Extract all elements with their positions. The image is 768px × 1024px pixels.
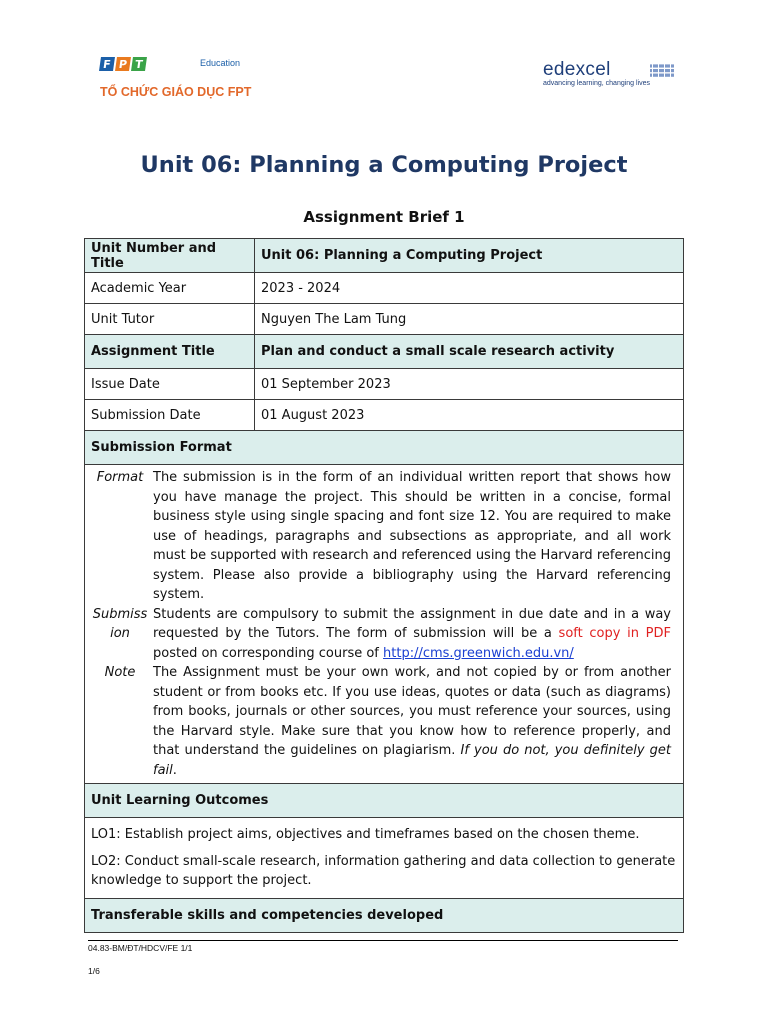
assignment-brief-table bbox=[84, 238, 684, 933]
edexcel-wordmark: edexcel bbox=[543, 59, 611, 80]
edexcel-logo bbox=[543, 60, 650, 87]
submission-format-highlight: soft copy in PDF bbox=[558, 626, 671, 641]
fpt-letter-f: F bbox=[99, 57, 115, 71]
issue-date-label: Issue Date bbox=[85, 369, 255, 400]
fpt-logo bbox=[100, 57, 252, 99]
table-row bbox=[85, 898, 684, 932]
assignment-title-value: Plan and conduct a small scale research activity bbox=[255, 335, 684, 369]
table-row bbox=[85, 369, 684, 400]
submission-date-value: 01 August 2023 bbox=[255, 400, 684, 431]
document-subtitle: Assignment Brief 1 bbox=[303, 208, 465, 226]
table-row bbox=[85, 784, 684, 818]
learning-outcomes-header: Unit Learning Outcomes bbox=[85, 784, 684, 818]
unit-tutor-label: Unit Tutor bbox=[85, 304, 255, 335]
submission-label: Submission bbox=[92, 606, 148, 641]
assignment-title-label: Assignment Title bbox=[85, 335, 255, 369]
note-text bbox=[153, 663, 677, 780]
footer-divider bbox=[88, 940, 678, 941]
learning-outcomes-body bbox=[85, 818, 684, 899]
submission-text-part-1: Students are compulsory to submit the assignment in due date and in a way requested by the Tutors. The form of submission will be a bbox=[153, 606, 671, 641]
edexcel-tagline: advancing learning, changing lives bbox=[543, 80, 651, 87]
note-label: Note bbox=[104, 665, 136, 680]
fpt-organization-name: TỔ CHỨC GIÁO DỤC FPT bbox=[100, 85, 252, 99]
learning-outcome-1: LO1: Establish project aims, objectives and timeframes based on the chosen theme. bbox=[91, 827, 640, 842]
format-text: The submission is in the form of an individual written report that shows how you have manage the project. This should be written in a concise, formal business style using single spacing and font size 12. You are required to make use of headings, paragraphs and subsections as appropriate, and all work must be supported with research and referenced using the Harvard referencing system. Please also provide a bibliography using the Harvard referencing system. bbox=[153, 470, 671, 602]
submission-item bbox=[91, 605, 677, 664]
academic-year-value: 2023 - 2024 bbox=[255, 273, 684, 304]
edexcel-grid-icon bbox=[650, 63, 674, 77]
table-row bbox=[85, 273, 684, 304]
note-item bbox=[91, 663, 677, 780]
unit-tutor-value: Nguyen The Lam Tung bbox=[255, 304, 684, 335]
unit-number-label: Unit Number and Title bbox=[85, 239, 255, 273]
document-title: Unit 06: Planning a Computing Project bbox=[140, 152, 628, 178]
fpt-education-label: Education bbox=[200, 58, 241, 68]
footer-document-code: 04.83-BM/ĐT/HDCV/FE 1/1 bbox=[88, 943, 193, 953]
cms-link[interactable]: http://cms.greenwich.edu.vn/ bbox=[383, 645, 574, 661]
format-item bbox=[91, 468, 677, 605]
fpt-logo-mark bbox=[100, 57, 146, 71]
unit-number-value: Unit 06: Planning a Computing Project bbox=[255, 239, 684, 273]
note-warning: If you do not, you definitely get fail bbox=[153, 743, 671, 778]
transferable-skills-header: Transferable skills and competencies developed bbox=[85, 898, 684, 932]
table-row bbox=[85, 818, 684, 899]
fpt-letter-t: T bbox=[131, 57, 147, 71]
note-text-end: . bbox=[172, 762, 177, 778]
table-row bbox=[85, 431, 684, 465]
footer-page-number: 1/6 bbox=[88, 966, 100, 976]
table-row bbox=[85, 465, 684, 784]
table-row bbox=[85, 304, 684, 335]
table-row bbox=[85, 400, 684, 431]
table-row bbox=[85, 239, 684, 273]
format-label: Format bbox=[96, 470, 144, 485]
submission-date-label: Submission Date bbox=[85, 400, 255, 431]
table-row bbox=[85, 335, 684, 369]
submission-format-body bbox=[85, 465, 684, 784]
learning-outcome-2: LO2: Conduct small-scale research, information gathering and data collection to generate knowledge to support the project. bbox=[91, 853, 676, 888]
fpt-letter-p: P bbox=[115, 57, 131, 71]
submission-text bbox=[153, 605, 677, 664]
note-text-main: The Assignment must be your own work, and not copied by or from another student or from books etc. If you use ideas, quotes or data (such as diagrams) from books, journals or other sources, you must reference your sources, using the Harvard style. Make sure that you know how to reference properly, and that understand the guidelines on plagiarism. bbox=[153, 665, 671, 758]
submission-format-header: Submission Format bbox=[85, 431, 684, 465]
issue-date-value: 01 September 2023 bbox=[255, 369, 684, 400]
submission-text-part-2: posted on corresponding course of bbox=[153, 645, 384, 661]
academic-year-label: Academic Year bbox=[85, 273, 255, 304]
